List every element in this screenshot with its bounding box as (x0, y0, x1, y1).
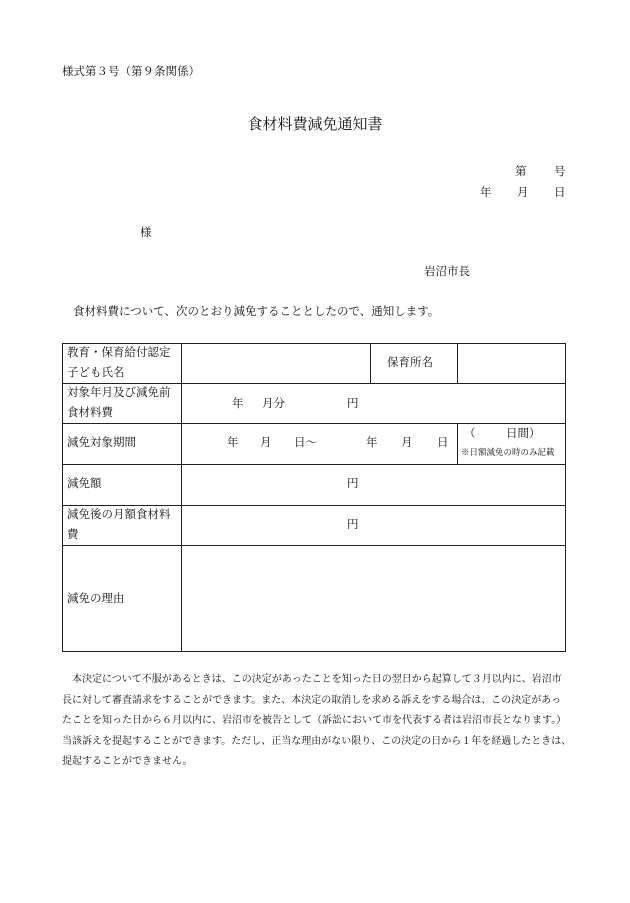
column-divider (457, 344, 458, 383)
after-label-line1: 減免後の月額食材料 (67, 507, 171, 521)
period-end-month: 月 (401, 435, 413, 449)
period-note: ※日額減免の時のみ記載 (461, 448, 555, 458)
nursery-label: 保育所名 (387, 355, 433, 369)
period-label: 減免対象期間 (67, 435, 136, 449)
child-name-label-line1: 教育・保育給付認定 (67, 345, 171, 359)
target-month-unit: 月分 (262, 396, 285, 410)
target-month-label-line2: 食材料費 (67, 405, 113, 419)
column-divider (370, 344, 371, 383)
period-end-year: 年 (366, 435, 378, 449)
after-label-line2: 費 (67, 527, 79, 541)
intro-text: 食材料費について、次のとおり減免することとしたので、通知します。 (73, 304, 440, 318)
row-divider (63, 505, 565, 506)
label-column-divider (181, 344, 182, 651)
period-start-year: 年 (227, 435, 239, 449)
target-year-unit: 年 (232, 396, 244, 410)
target-yen-unit: 円 (347, 396, 359, 410)
document-title: 食材料費減免通知書 (247, 115, 383, 133)
issuer: 岩沼市長 (424, 264, 470, 278)
row-divider (63, 383, 565, 384)
period-days-close: 日間） (506, 426, 541, 440)
notice-line: 当該訴えを提起することができます。ただし、正当な理由がない限り、この決定の日から１年を経過したときは、 (62, 736, 572, 747)
after-yen-unit: 円 (347, 517, 359, 531)
period-days-open: （ (464, 426, 476, 440)
reduction-yen-unit: 円 (347, 476, 359, 490)
date-month: 月 (517, 185, 529, 199)
reason-label: 減免の理由 (67, 591, 125, 605)
row-divider (63, 464, 565, 465)
number-prefix: 第 (515, 164, 527, 178)
target-month-label-line1: 対象年月及び減免前 (67, 385, 171, 399)
date-day: 日 (554, 185, 566, 199)
period-start-month: 月 (260, 435, 272, 449)
row-divider (63, 423, 565, 424)
form-number: 様式第３号（第９条関係） (62, 64, 200, 78)
notice-line: 本決定について不服があるときは、この決定があったことを知った日の翌日から起算して３月以内に、岩沼市 (62, 674, 562, 685)
notice-line: 提起することができません。 (62, 756, 193, 767)
number-suffix: 号 (554, 164, 566, 178)
notice-line: たことを知った日から６月以内に、岩沼市を被告として（訴訟において市を代表する者は岩沼市長となります。） (62, 715, 567, 726)
period-end-day: 日 (437, 435, 449, 449)
reduction-label: 減免額 (67, 476, 102, 490)
notice-line: 長に対して審査請求をすることができます。また、本決定の取消しを求める訴えをする場合は、この決定があっ (62, 695, 562, 706)
column-divider (457, 423, 458, 464)
date-year: 年 (480, 185, 492, 199)
child-name-label-line2: 子ども氏名 (67, 365, 125, 379)
period-start-day: 日～ (294, 435, 317, 449)
recipient-suffix: 様 (140, 225, 152, 239)
row-divider (63, 545, 565, 546)
